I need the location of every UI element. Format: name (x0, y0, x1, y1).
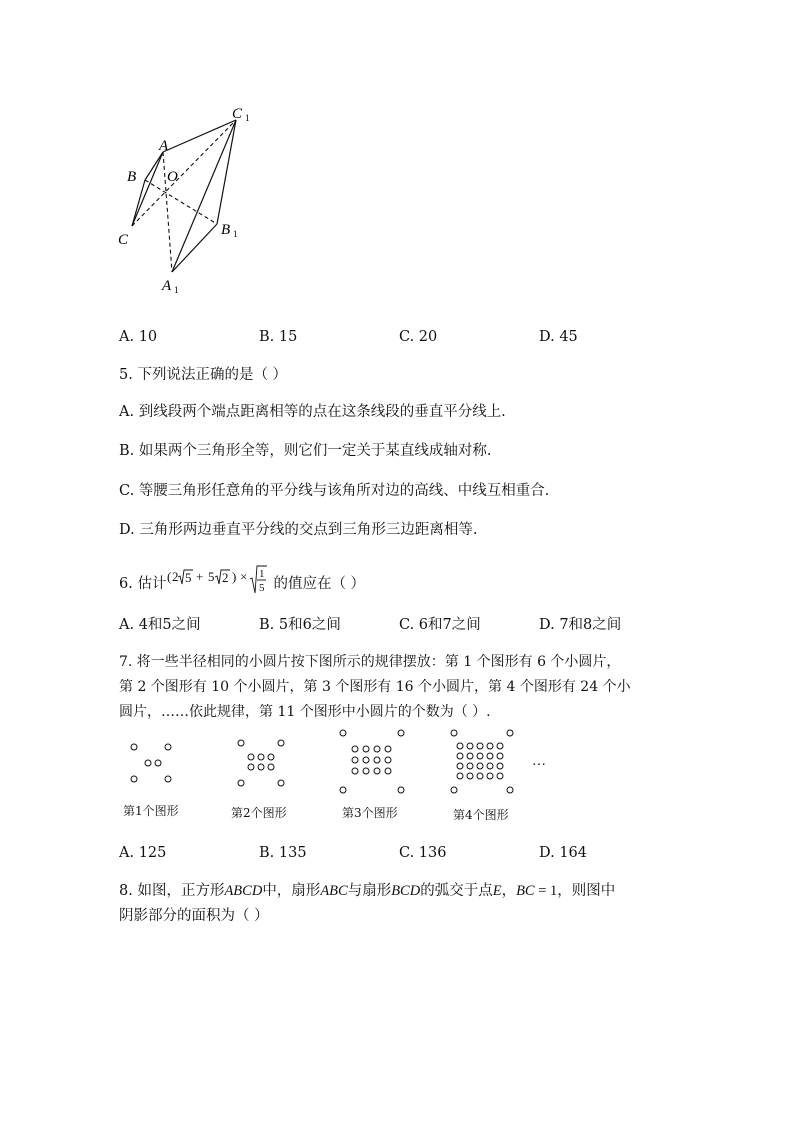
small-circle (165, 776, 171, 782)
q6-option-c: C. 6和7之间 (399, 617, 481, 633)
small-circle (352, 768, 358, 774)
pattern-caption-2: 第2个图形 (231, 806, 287, 820)
label-A: A (159, 138, 169, 154)
q6-option-d: D. 7和8之间 (539, 617, 622, 633)
pattern-ellipsis: … (532, 754, 546, 769)
label-B1-sub: 1 (233, 229, 238, 239)
pattern-caption-1: 第1个图形 (123, 804, 179, 818)
small-circle (477, 743, 483, 749)
q6-suffix: 的值应在（ ） (273, 576, 366, 592)
small-circle (145, 760, 151, 766)
small-circle (487, 743, 493, 749)
q4-option-d: D. 45 (539, 329, 578, 345)
label-A1-sub: 1 (174, 285, 179, 295)
edge-C1-A1 (172, 120, 236, 272)
pattern-caption-3: 第3个图形 (342, 806, 398, 820)
svg-text:5: 5 (259, 582, 265, 594)
small-circle (457, 763, 463, 769)
small-circle (398, 787, 404, 793)
small-circle (487, 773, 493, 779)
q7-option-d: D. 164 (539, 845, 588, 861)
svg-text:(: ( (167, 569, 172, 584)
q4-option-a: A. 10 (119, 329, 158, 345)
square-abcd: ABCD (224, 883, 263, 899)
q6-option-b: B. 5和6之间 (259, 617, 341, 633)
svg-text:2: 2 (172, 569, 179, 584)
svg-text:5: 5 (208, 569, 215, 584)
q5-stem: 5. 下列说法正确的是（ ） (119, 367, 288, 383)
small-circle (363, 746, 369, 752)
small-circle (457, 773, 463, 779)
small-circle (352, 746, 358, 752)
sector-abc: ABC (320, 883, 348, 899)
small-circle (155, 760, 161, 766)
small-circle (340, 787, 346, 793)
label-C: C (118, 232, 129, 248)
point-e: E (492, 883, 502, 899)
q4-option-b: B. 15 (259, 329, 298, 345)
q6-prefix: 6. 估计 (119, 576, 167, 592)
label-A1: A (162, 278, 172, 294)
small-circle (363, 757, 369, 763)
q7-option-c: C. 136 (399, 845, 447, 861)
small-circle (268, 764, 274, 770)
small-circle (497, 743, 503, 749)
small-circle (248, 754, 254, 760)
edge-A-B (145, 152, 163, 180)
small-circle (258, 754, 264, 760)
q6-option-a: A. 4和5之间 (119, 617, 201, 633)
q4-option-c: C. 20 (399, 329, 438, 345)
q7-option-b: B. 135 (259, 845, 307, 861)
small-circle (487, 753, 493, 759)
q5-option-d: D. 三角形两边垂直平分线的交点到三角形三边距离相等. (119, 522, 478, 538)
svg-text:1: 1 (259, 568, 265, 580)
label-B: B (127, 169, 137, 185)
small-circle (238, 740, 244, 746)
small-circle (457, 743, 463, 749)
small-circle (507, 787, 513, 793)
small-circle (477, 763, 483, 769)
edge-A-C (132, 152, 163, 226)
segment-bc: BC (516, 883, 535, 899)
q5-option-a: A. 到线段两个端点距离相等的点在这条线段的垂直平分线上. (119, 404, 506, 420)
small-circle (374, 746, 380, 752)
label-O: O (167, 169, 178, 185)
dashed-B-B1 (145, 180, 217, 224)
small-circle (507, 730, 513, 736)
small-circle (457, 753, 463, 759)
small-circle (497, 773, 503, 779)
label-C1: C (232, 106, 243, 122)
small-circle (374, 768, 380, 774)
small-circle (363, 768, 369, 774)
svg-text:5: 5 (185, 570, 192, 585)
dashed-C-C1 (132, 120, 236, 226)
small-circle (340, 730, 346, 736)
svg-text:2: 2 (222, 570, 229, 585)
label-C1-sub: 1 (245, 113, 250, 123)
pattern-caption-4: 第4个图形 (453, 808, 509, 822)
small-circle (385, 746, 391, 752)
small-circle (477, 753, 483, 759)
small-circle (258, 764, 264, 770)
small-circle (278, 740, 284, 746)
small-circle (165, 744, 171, 750)
circle-pattern-figures (110, 725, 560, 800)
edge-A1-B1 (172, 224, 217, 272)
small-circle (385, 768, 391, 774)
q7-line-3: 圆片，……依此规律，第 11 个图形中小圆片的个数为（ ）. (119, 704, 491, 720)
q5-option-c: C. 等腰三角形任意角的平分线与该角所对边的高线、中线互相重合. (119, 483, 550, 499)
small-circle (374, 757, 380, 763)
small-circle (385, 757, 391, 763)
q7-line-2: 第 2 个图形有 10 个小圆片，第 3 个图形有 16 个小圆片，第 4 个图形有 24 个小 (119, 679, 631, 695)
edge-C1-B1 (217, 120, 236, 224)
small-circle (467, 763, 473, 769)
small-circle (497, 763, 503, 769)
small-circle (477, 773, 483, 779)
q6-stem (119, 566, 365, 602)
q5-option-b: B. 如果两个三角形全等，则它们一定关于某直线成轴对称. (119, 443, 492, 459)
small-circle (451, 787, 457, 793)
svg-text:×: × (240, 569, 248, 584)
small-circle (131, 776, 137, 782)
sector-bcd: BCD (391, 883, 421, 899)
bc-value: = 1 (534, 883, 558, 899)
q6-math-expression (166, 563, 273, 599)
q8-line-1: 8. 如图，正方形ABCD中，扇形ABC与扇形BCD的弧交于点E，BC = 1，则图中 (119, 883, 616, 899)
svg-text:): ) (232, 569, 237, 584)
q7-option-a: A. 125 (119, 845, 167, 861)
small-circle (467, 773, 473, 779)
prism-figure (110, 98, 270, 298)
small-circle (467, 743, 473, 749)
small-circle (487, 763, 493, 769)
small-circle (451, 730, 457, 736)
q7-line-1: 7. 将一些半径相同的小圆片按下图所示的规律摆放：第 1 个图形有 6 个小圆片， (119, 654, 621, 670)
q8-line-2: 阴影部分的面积为（ ） (119, 908, 269, 924)
small-circle (497, 753, 503, 759)
small-circle (467, 753, 473, 759)
small-circle (398, 730, 404, 736)
small-circle (278, 780, 284, 786)
small-circle (268, 754, 274, 760)
small-circle (248, 764, 254, 770)
small-circle (238, 780, 244, 786)
small-circle (131, 744, 137, 750)
small-circle (352, 757, 358, 763)
svg-text:+: + (196, 569, 204, 584)
label-B1: B (221, 222, 231, 238)
